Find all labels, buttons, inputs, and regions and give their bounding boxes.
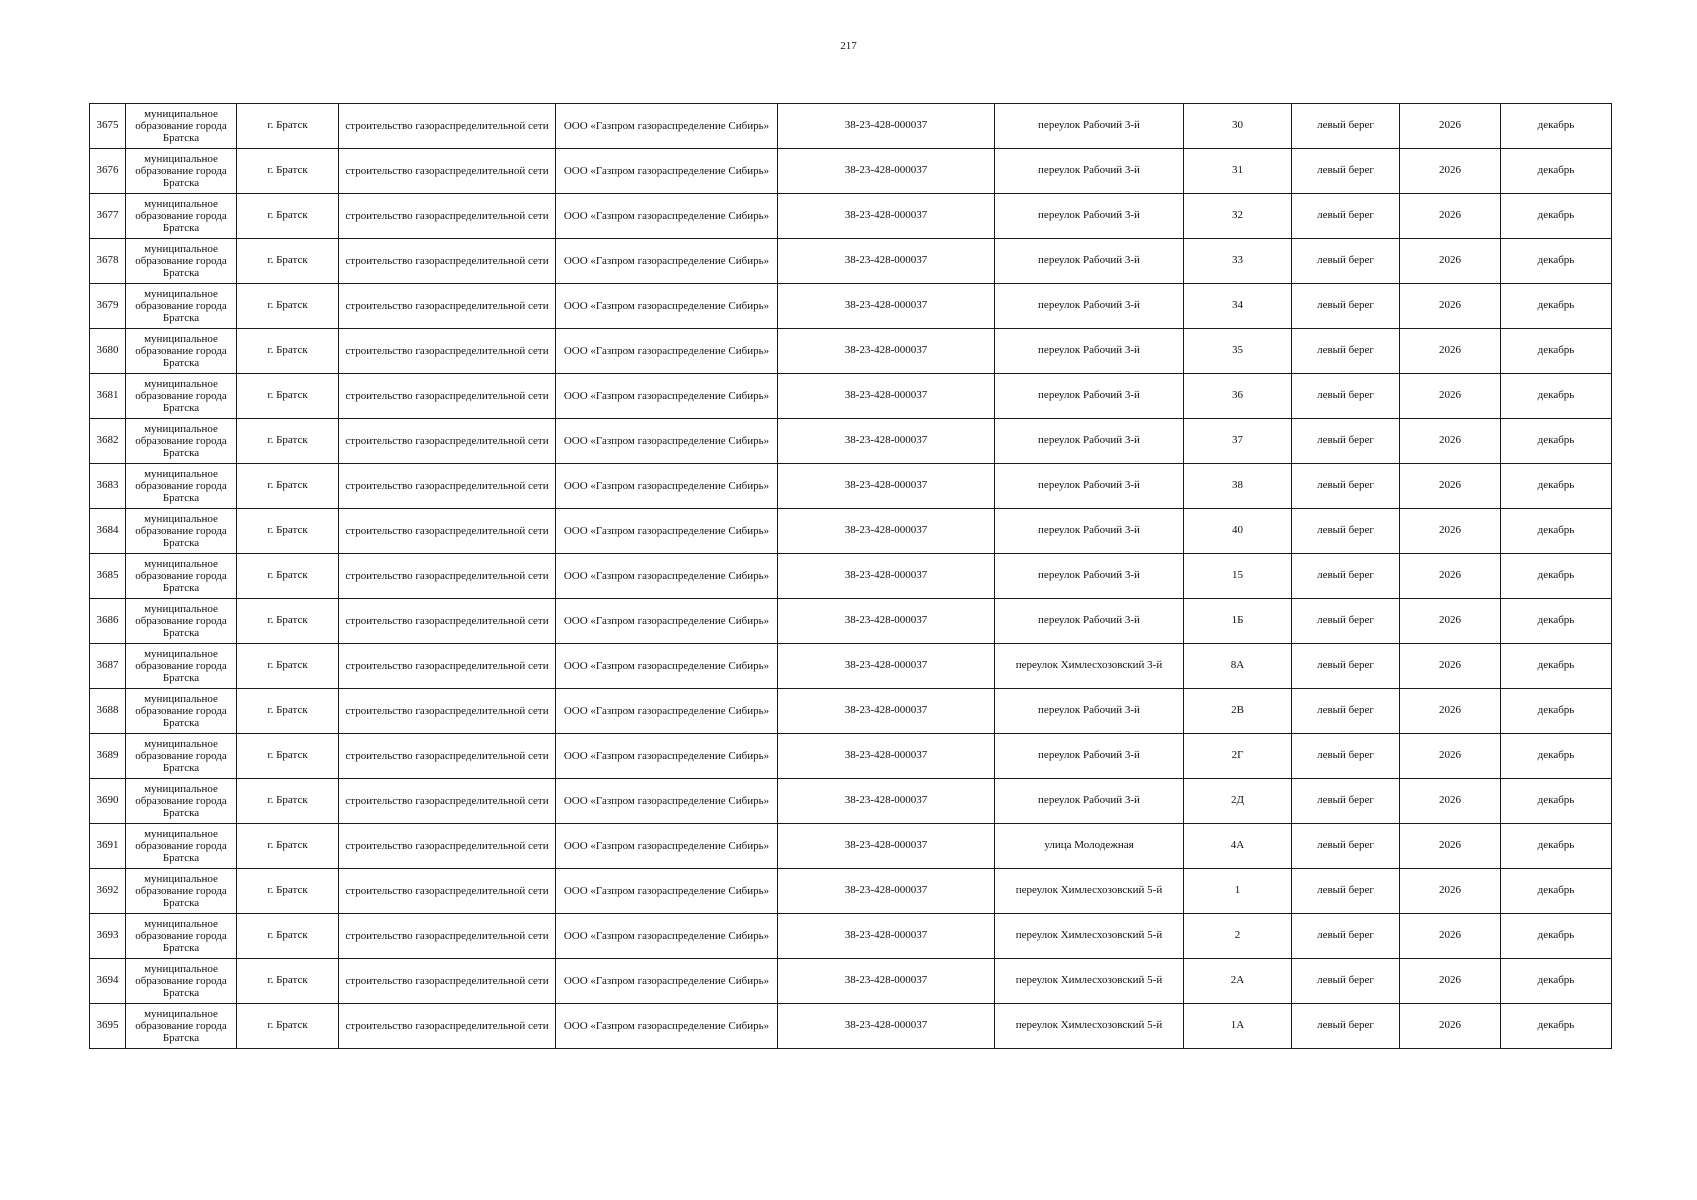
cell-city: г. Братск [237,554,339,599]
cell-code: 38-23-428-000037 [778,104,995,149]
cell-code: 38-23-428-000037 [778,419,995,464]
cell-number: 3694 [90,959,126,1004]
cell-work-type: строительство газораспределительной сети [339,194,556,239]
cell-month: декабрь [1501,914,1612,959]
cell-year: 2026 [1400,329,1501,374]
cell-municipality: муниципальное образование города Братска [126,464,237,509]
cell-municipality: муниципальное образование города Братска [126,644,237,689]
cell-organization: ООО «Газпром газораспределение Сибирь» [556,599,778,644]
cell-municipality: муниципальное образование города Братска [126,284,237,329]
cell-house: 2 [1184,914,1292,959]
cell-month: декабрь [1501,329,1612,374]
cell-month: декабрь [1501,509,1612,554]
cell-organization: ООО «Газпром газораспределение Сибирь» [556,149,778,194]
cell-city: г. Братск [237,734,339,779]
cell-organization: ООО «Газпром газораспределение Сибирь» [556,734,778,779]
cell-house: 36 [1184,374,1292,419]
cell-city: г. Братск [237,959,339,1004]
cell-organization: ООО «Газпром газораспределение Сибирь» [556,284,778,329]
cell-zone: левый берег [1292,464,1400,509]
table-row [90,329,1612,374]
table-row [90,554,1612,599]
cell-street: переулок Рабочий 3-й [995,239,1184,284]
cell-code: 38-23-428-000037 [778,239,995,284]
cell-month: декабрь [1501,869,1612,914]
cell-work-type: строительство газораспределительной сети [339,599,556,644]
cell-month: декабрь [1501,599,1612,644]
cell-municipality: муниципальное образование города Братска [126,239,237,284]
cell-zone: левый берег [1292,329,1400,374]
cell-work-type: строительство газораспределительной сети [339,239,556,284]
cell-house: 40 [1184,509,1292,554]
cell-zone: левый берег [1292,1004,1400,1049]
cell-code: 38-23-428-000037 [778,374,995,419]
cell-year: 2026 [1400,104,1501,149]
gas-network-schedule-table [89,103,1612,1049]
cell-year: 2026 [1400,689,1501,734]
cell-work-type: строительство газораспределительной сети [339,869,556,914]
cell-street: переулок Рабочий 3-й [995,734,1184,779]
cell-month: декабрь [1501,374,1612,419]
cell-house: 2А [1184,959,1292,1004]
cell-number: 3687 [90,644,126,689]
cell-number: 3695 [90,1004,126,1049]
cell-street: переулок Химлесхозовский 5-й [995,959,1184,1004]
table-row [90,779,1612,824]
cell-code: 38-23-428-000037 [778,869,995,914]
cell-street: переулок Рабочий 3-й [995,329,1184,374]
cell-year: 2026 [1400,599,1501,644]
table-row [90,914,1612,959]
table-row [90,599,1612,644]
cell-year: 2026 [1400,914,1501,959]
cell-street: переулок Рабочий 3-й [995,509,1184,554]
cell-year: 2026 [1400,734,1501,779]
cell-municipality: муниципальное образование города Братска [126,959,237,1004]
cell-code: 38-23-428-000037 [778,1004,995,1049]
table-row [90,689,1612,734]
cell-work-type: строительство газораспределительной сети [339,464,556,509]
cell-month: декабрь [1501,284,1612,329]
cell-city: г. Братск [237,239,339,284]
cell-work-type: строительство газораспределительной сети [339,149,556,194]
cell-city: г. Братск [237,464,339,509]
cell-street: переулок Химлесхозовский 5-й [995,914,1184,959]
cell-number: 3676 [90,149,126,194]
cell-municipality: муниципальное образование города Братска [126,104,237,149]
cell-city: г. Братск [237,869,339,914]
cell-year: 2026 [1400,644,1501,689]
cell-house: 34 [1184,284,1292,329]
cell-month: декабрь [1501,734,1612,779]
cell-municipality: муниципальное образование города Братска [126,374,237,419]
cell-street: переулок Рабочий 3-й [995,374,1184,419]
cell-code: 38-23-428-000037 [778,149,995,194]
cell-city: г. Братск [237,194,339,239]
cell-code: 38-23-428-000037 [778,824,995,869]
cell-street: переулок Рабочий 3-й [995,149,1184,194]
cell-zone: левый берег [1292,644,1400,689]
cell-month: декабрь [1501,104,1612,149]
cell-municipality: муниципальное образование города Братска [126,689,237,734]
cell-work-type: строительство газораспределительной сети [339,959,556,1004]
cell-street: переулок Химлесхозовский 5-й [995,869,1184,914]
table-row [90,464,1612,509]
cell-organization: ООО «Газпром газораспределение Сибирь» [556,959,778,1004]
cell-zone: левый берег [1292,419,1400,464]
cell-month: декабрь [1501,959,1612,1004]
cell-municipality: муниципальное образование города Братска [126,149,237,194]
cell-city: г. Братск [237,419,339,464]
cell-month: декабрь [1501,194,1612,239]
cell-organization: ООО «Газпром газораспределение Сибирь» [556,374,778,419]
cell-number: 3675 [90,104,126,149]
cell-house: 4А [1184,824,1292,869]
cell-number: 3682 [90,419,126,464]
cell-organization: ООО «Газпром газораспределение Сибирь» [556,644,778,689]
cell-house: 1Б [1184,599,1292,644]
cell-number: 3688 [90,689,126,734]
cell-city: г. Братск [237,149,339,194]
cell-work-type: строительство газораспределительной сети [339,329,556,374]
cell-code: 38-23-428-000037 [778,284,995,329]
table-row [90,239,1612,284]
cell-work-type: строительство газораспределительной сети [339,284,556,329]
cell-street: переулок Рабочий 3-й [995,779,1184,824]
cell-number: 3691 [90,824,126,869]
cell-organization: ООО «Газпром газораспределение Сибирь» [556,869,778,914]
cell-street: переулок Химлесхозовский 5-й [995,1004,1184,1049]
cell-code: 38-23-428-000037 [778,509,995,554]
cell-city: г. Братск [237,824,339,869]
cell-zone: левый берег [1292,959,1400,1004]
cell-zone: левый берег [1292,824,1400,869]
cell-zone: левый берег [1292,869,1400,914]
cell-work-type: строительство газораспределительной сети [339,914,556,959]
cell-zone: левый берег [1292,734,1400,779]
cell-municipality: муниципальное образование города Братска [126,734,237,779]
cell-zone: левый берег [1292,779,1400,824]
cell-organization: ООО «Газпром газораспределение Сибирь» [556,419,778,464]
page-number: 217 [840,40,857,52]
cell-work-type: строительство газораспределительной сети [339,374,556,419]
cell-number: 3677 [90,194,126,239]
cell-number: 3679 [90,284,126,329]
cell-year: 2026 [1400,824,1501,869]
cell-work-type: строительство газораспределительной сети [339,509,556,554]
cell-zone: левый берег [1292,374,1400,419]
cell-house: 37 [1184,419,1292,464]
table-row [90,959,1612,1004]
cell-city: г. Братск [237,329,339,374]
cell-year: 2026 [1400,554,1501,599]
cell-zone: левый берег [1292,914,1400,959]
cell-year: 2026 [1400,194,1501,239]
cell-year: 2026 [1400,149,1501,194]
cell-zone: левый берег [1292,554,1400,599]
cell-zone: левый берег [1292,689,1400,734]
cell-work-type: строительство газораспределительной сети [339,644,556,689]
cell-house: 31 [1184,149,1292,194]
cell-year: 2026 [1400,239,1501,284]
table-row [90,869,1612,914]
cell-month: декабрь [1501,464,1612,509]
cell-zone: левый берег [1292,284,1400,329]
cell-number: 3683 [90,464,126,509]
cell-city: г. Братск [237,1004,339,1049]
cell-municipality: муниципальное образование города Братска [126,509,237,554]
cell-zone: левый берег [1292,194,1400,239]
cell-house: 32 [1184,194,1292,239]
cell-house: 2В [1184,689,1292,734]
cell-municipality: муниципальное образование города Братска [126,914,237,959]
cell-number: 3681 [90,374,126,419]
cell-zone: левый берег [1292,104,1400,149]
cell-code: 38-23-428-000037 [778,689,995,734]
cell-house: 38 [1184,464,1292,509]
cell-year: 2026 [1400,284,1501,329]
cell-year: 2026 [1400,509,1501,554]
cell-municipality: муниципальное образование города Братска [126,419,237,464]
cell-municipality: муниципальное образование города Братска [126,554,237,599]
cell-number: 3686 [90,599,126,644]
table-row [90,644,1612,689]
cell-organization: ООО «Газпром газораспределение Сибирь» [556,1004,778,1049]
cell-code: 38-23-428-000037 [778,194,995,239]
cell-year: 2026 [1400,779,1501,824]
cell-work-type: строительство газораспределительной сети [339,419,556,464]
cell-house: 30 [1184,104,1292,149]
cell-work-type: строительство газораспределительной сети [339,1004,556,1049]
cell-municipality: муниципальное образование города Братска [126,779,237,824]
cell-street: переулок Рабочий 3-й [995,104,1184,149]
cell-municipality: муниципальное образование города Братска [126,1004,237,1049]
cell-zone: левый берег [1292,239,1400,284]
cell-year: 2026 [1400,419,1501,464]
cell-code: 38-23-428-000037 [778,644,995,689]
cell-year: 2026 [1400,464,1501,509]
cell-street: переулок Химлесхозовский 3-й [995,644,1184,689]
cell-month: декабрь [1501,149,1612,194]
table-row [90,419,1612,464]
cell-house: 15 [1184,554,1292,599]
cell-month: декабрь [1501,824,1612,869]
cell-municipality: муниципальное образование города Братска [126,329,237,374]
cell-organization: ООО «Газпром газораспределение Сибирь» [556,194,778,239]
table-row [90,509,1612,554]
cell-organization: ООО «Газпром газораспределение Сибирь» [556,779,778,824]
cell-code: 38-23-428-000037 [778,959,995,1004]
cell-number: 3693 [90,914,126,959]
table-row [90,374,1612,419]
cell-house: 35 [1184,329,1292,374]
cell-year: 2026 [1400,374,1501,419]
cell-month: декабрь [1501,554,1612,599]
cell-organization: ООО «Газпром газораспределение Сибирь» [556,689,778,734]
table-row [90,194,1612,239]
table-row [90,284,1612,329]
cell-code: 38-23-428-000037 [778,554,995,599]
cell-month: декабрь [1501,419,1612,464]
cell-organization: ООО «Газпром газораспределение Сибирь» [556,104,778,149]
cell-municipality: муниципальное образование города Братска [126,194,237,239]
cell-street: переулок Рабочий 3-й [995,284,1184,329]
cell-zone: левый берег [1292,509,1400,554]
cell-month: декабрь [1501,239,1612,284]
table-body [90,104,1612,1049]
cell-work-type: строительство газораспределительной сети [339,734,556,779]
cell-work-type: строительство газораспределительной сети [339,689,556,734]
cell-city: г. Братск [237,284,339,329]
cell-city: г. Братск [237,914,339,959]
cell-municipality: муниципальное образование города Братска [126,824,237,869]
cell-month: декабрь [1501,779,1612,824]
cell-street: улица Молодежная [995,824,1184,869]
cell-number: 3692 [90,869,126,914]
cell-number: 3684 [90,509,126,554]
cell-street: переулок Рабочий 3-й [995,689,1184,734]
cell-house: 1А [1184,1004,1292,1049]
cell-number: 3678 [90,239,126,284]
cell-city: г. Братск [237,779,339,824]
cell-work-type: строительство газораспределительной сети [339,104,556,149]
cell-organization: ООО «Газпром газораспределение Сибирь» [556,914,778,959]
cell-municipality: муниципальное образование города Братска [126,869,237,914]
cell-work-type: строительство газораспределительной сети [339,554,556,599]
cell-municipality: муниципальное образование города Братска [126,599,237,644]
cell-code: 38-23-428-000037 [778,329,995,374]
table-row [90,104,1612,149]
cell-work-type: строительство газораспределительной сети [339,779,556,824]
cell-city: г. Братск [237,689,339,734]
cell-city: г. Братск [237,509,339,554]
cell-organization: ООО «Газпром газораспределение Сибирь» [556,464,778,509]
cell-city: г. Братск [237,599,339,644]
cell-number: 3689 [90,734,126,779]
cell-house: 2Д [1184,779,1292,824]
table-row [90,734,1612,779]
cell-house: 33 [1184,239,1292,284]
cell-street: переулок Рабочий 3-й [995,464,1184,509]
cell-year: 2026 [1400,1004,1501,1049]
cell-code: 38-23-428-000037 [778,779,995,824]
cell-organization: ООО «Газпром газораспределение Сибирь» [556,509,778,554]
cell-month: декабрь [1501,689,1612,734]
cell-house: 8А [1184,644,1292,689]
cell-street: переулок Рабочий 3-й [995,554,1184,599]
cell-city: г. Братск [237,644,339,689]
cell-month: декабрь [1501,1004,1612,1049]
cell-street: переулок Рабочий 3-й [995,419,1184,464]
cell-number: 3680 [90,329,126,374]
cell-organization: ООО «Газпром газораспределение Сибирь» [556,824,778,869]
cell-zone: левый берег [1292,599,1400,644]
cell-zone: левый берег [1292,149,1400,194]
cell-organization: ООО «Газпром газораспределение Сибирь» [556,554,778,599]
cell-code: 38-23-428-000037 [778,464,995,509]
cell-house: 2Г [1184,734,1292,779]
cell-month: декабрь [1501,644,1612,689]
cell-code: 38-23-428-000037 [778,734,995,779]
cell-city: г. Братск [237,374,339,419]
cell-street: переулок Рабочий 3-й [995,194,1184,239]
table-row [90,1004,1612,1049]
cell-year: 2026 [1400,959,1501,1004]
cell-number: 3690 [90,779,126,824]
cell-code: 38-23-428-000037 [778,599,995,644]
table-row [90,824,1612,869]
cell-street: переулок Рабочий 3-й [995,599,1184,644]
table-row [90,149,1612,194]
cell-number: 3685 [90,554,126,599]
cell-code: 38-23-428-000037 [778,914,995,959]
cell-organization: ООО «Газпром газораспределение Сибирь» [556,329,778,374]
cell-organization: ООО «Газпром газораспределение Сибирь» [556,239,778,284]
cell-house: 1 [1184,869,1292,914]
cell-work-type: строительство газораспределительной сети [339,824,556,869]
cell-year: 2026 [1400,869,1501,914]
cell-city: г. Братск [237,104,339,149]
